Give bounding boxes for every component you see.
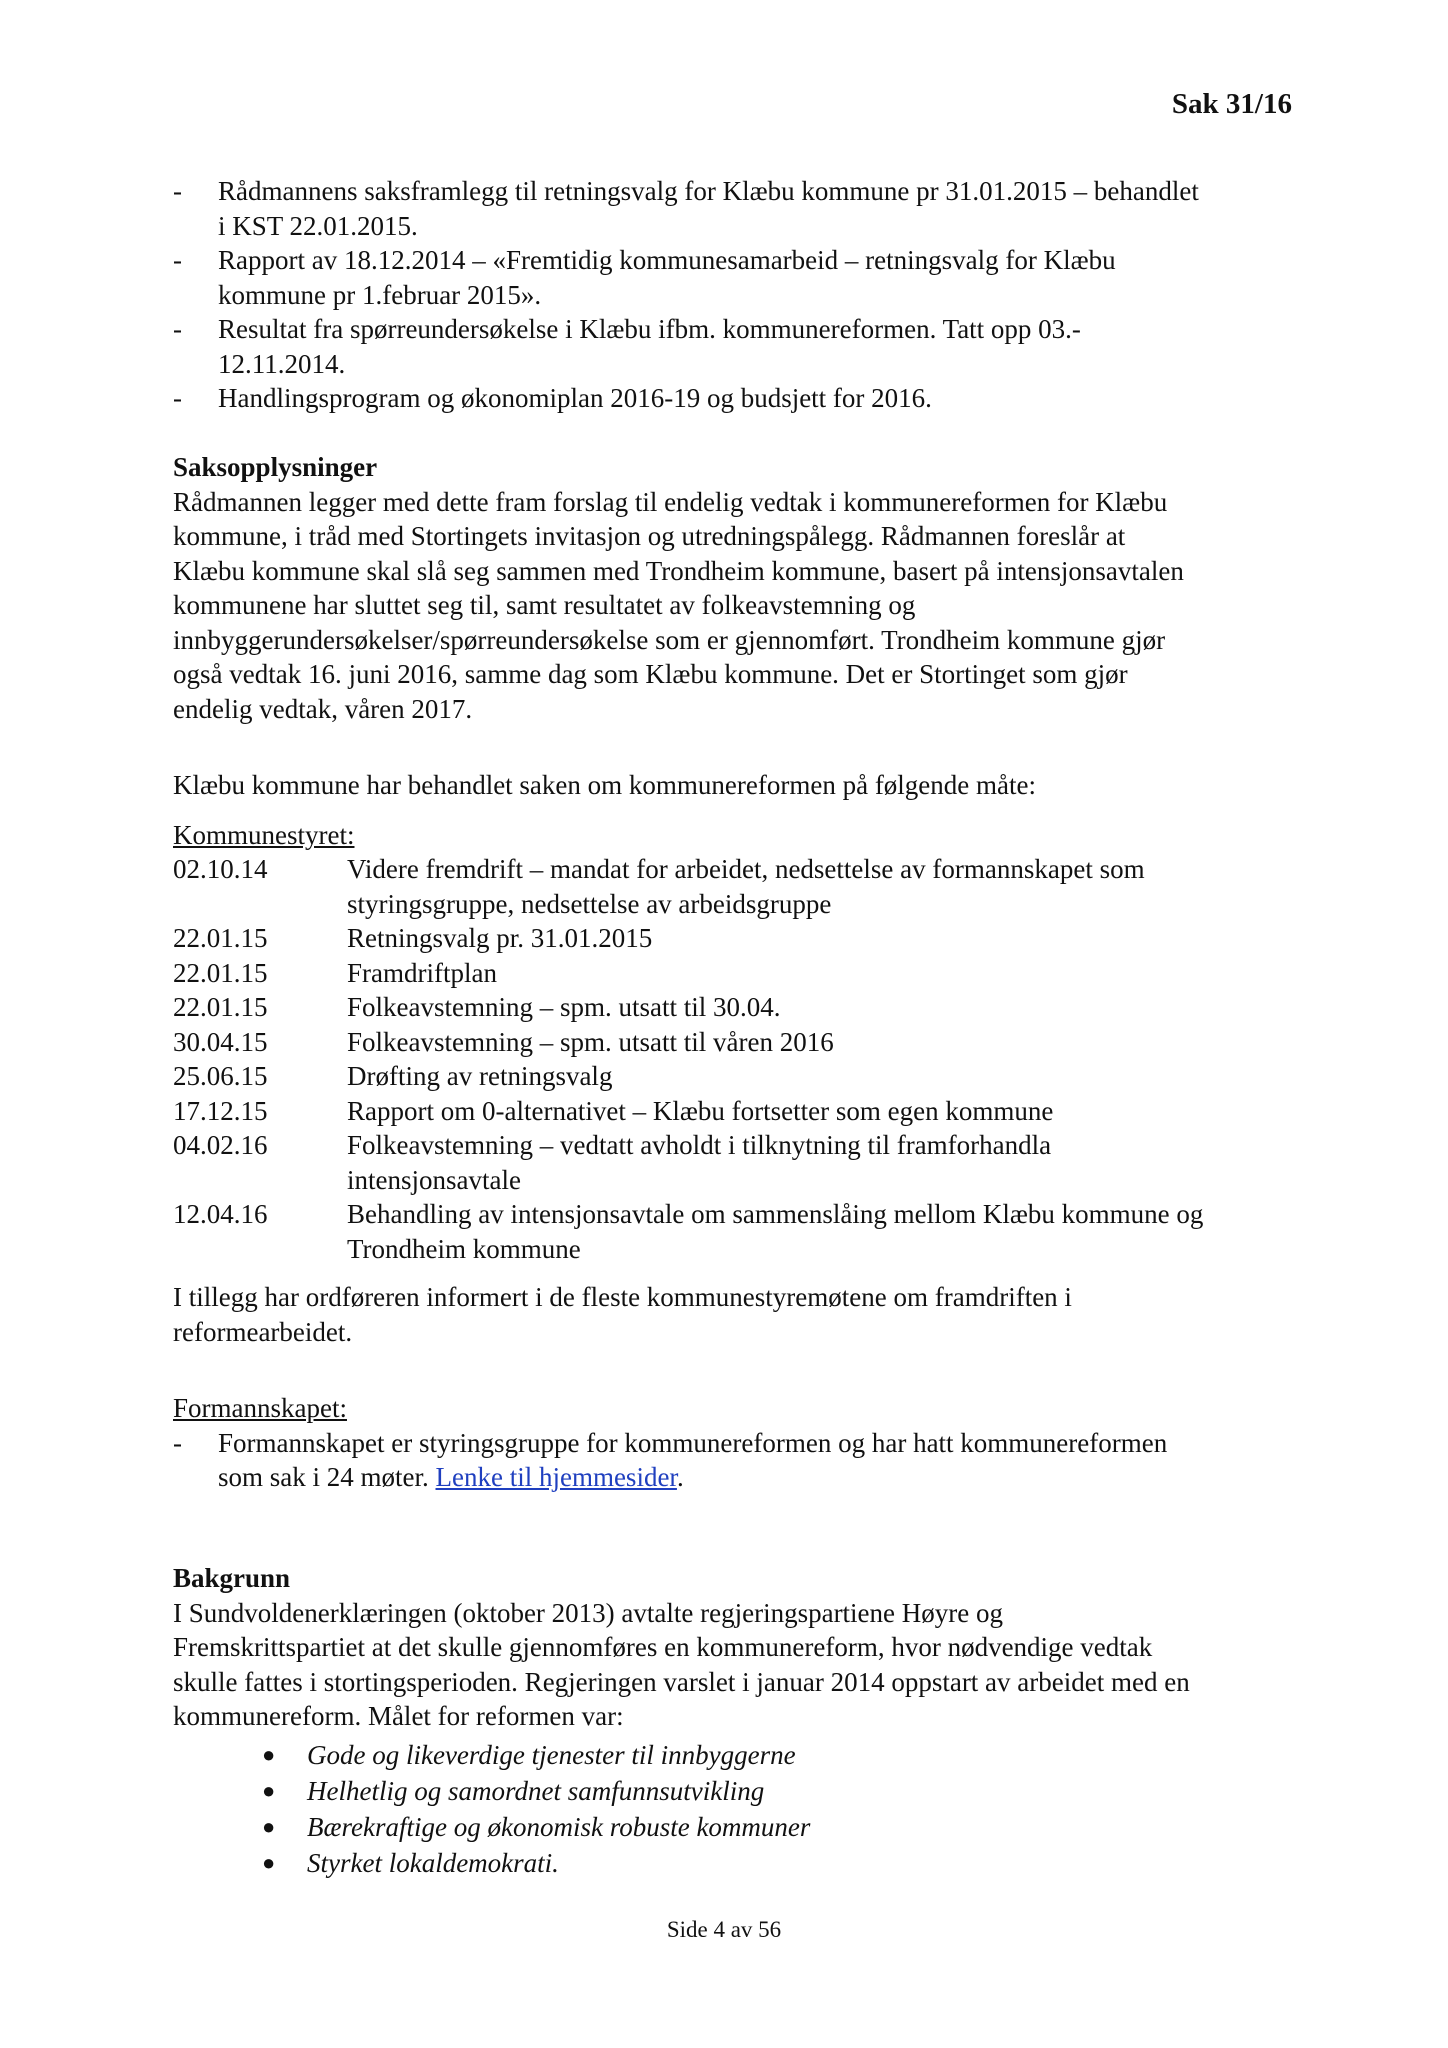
bullet-icon: ●: [262, 1814, 276, 1839]
schedule-row: [173, 956, 1293, 991]
list-dash: -: [173, 176, 182, 206]
reform-goals-list: [262, 1737, 1162, 1881]
schedule-date: 04.02.16: [173, 1130, 268, 1160]
schedule-row: [173, 1094, 1293, 1129]
bullet-icon: ●: [262, 1778, 276, 1803]
goal-item: [262, 1737, 1162, 1773]
schedule-text: Drøfting av retningsvalg: [347, 1061, 613, 1091]
list-item: [173, 174, 1293, 243]
schedule-row: [173, 1059, 1293, 1094]
schedule-date: 12.04.16: [173, 1199, 268, 1229]
formannskapet-section: [173, 1391, 1293, 1495]
schedule-date: 30.04.15: [173, 1026, 268, 1057]
reference-list: [173, 174, 1293, 416]
kommunestyret-heading: Kommunestyret:: [173, 820, 355, 850]
schedule-text: Folkeavstemning – vedtatt avholdt i tilknytning til framforhandla: [347, 1130, 1052, 1160]
schedule-date: 22.01.15: [173, 957, 268, 988]
schedule-text: Rapport om 0-alternativet – Klæbu fortsetter som egen kommune: [347, 1095, 1054, 1126]
schedule-text: styringsgruppe, nedsettelse av arbeidsgruppe: [347, 888, 832, 919]
list-dash: -: [173, 383, 182, 413]
schedule-row: [173, 1025, 1293, 1060]
goal-item: [262, 1773, 1162, 1809]
kommunestyret-schedule: [173, 852, 1293, 1266]
list-item-line: Rådmannens saksframlegg til retningsvalg for Klæbu kommune pr 31.01.2015 – behandlet: [218, 176, 1199, 206]
schedule-date: 17.12.15: [173, 1095, 268, 1126]
paragraph-line: Fremskrittspartiet at det skulle gjennomføres en kommunereform, hvor nødvendige vedtak: [173, 1632, 1153, 1662]
schedule-row: [173, 1197, 1293, 1266]
schedule-text: Behandling av intensjonsavtale om sammenslåing mellom Klæbu kommune og: [347, 1199, 1204, 1229]
schedule-date: 02.10.14: [173, 854, 268, 884]
list-dash: -: [173, 314, 182, 344]
list-item-text: .: [676, 1462, 684, 1492]
saksopplysninger-section: [173, 450, 1293, 726]
paragraph-line: I tillegg har ordføreren informert i de fleste kommunestyremøtene om framdriften i: [173, 1282, 1072, 1312]
treatment-intro: Klæbu kommune har behandlet saken om kommunereformen på følgende måte:: [173, 770, 1036, 800]
schedule-date: 22.01.15: [173, 992, 268, 1022]
paragraph-line: kommunereform. Målet for reformen var:: [173, 1701, 624, 1731]
list-dash: -: [173, 1427, 182, 1458]
list-item-line: Formannskapet er styringsgruppe for kommunereformen og har hatt kommunereformen: [218, 1427, 1168, 1458]
paragraph-line: I Sundvoldenerklæringen (oktober 2013) avtalte regjeringspartiene Høyre og: [173, 1597, 1003, 1628]
paragraph-line: kommunene har sluttet seg til, samt resultatet av folkeavstemning og: [173, 590, 916, 620]
section-heading: Bakgrunn: [173, 1563, 291, 1593]
paragraph-line: også vedtak 16. juni 2016, samme dag som Klæbu kommune. Det er Stortinget som gjør: [173, 659, 1128, 689]
paragraph-line: endelig vedtak, våren 2017.: [173, 693, 473, 724]
list-item-line: Resultat fra spørreundersøkelse i Klæbu ifbm. kommunereformen. Tatt opp 03.-: [218, 314, 1081, 344]
paragraph-line: kommune, i tråd med Stortingets invitasjon og utredningspålegg. Rådmannen foreslår at: [173, 521, 1126, 551]
case-number: Sak 31/16: [1171, 88, 1292, 120]
schedule-text: Folkeavstemning – spm. utsatt til 30.04.: [347, 992, 781, 1022]
schedule-text: Trondheim kommune: [347, 1233, 581, 1264]
schedule-text: Videre fremdrift – mandat for arbeidet, nedsettelse av formannskapet som: [347, 854, 1145, 884]
paragraph-line: skulle fattes i stortingsperioden. Regjeringen varslet i januar 2014 oppstart av arbeidet med en: [173, 1666, 1190, 1697]
schedule-text: Retningsvalg pr. 31.01.2015: [347, 923, 653, 953]
schedule-row: [173, 990, 1293, 1025]
bullet-icon: ●: [262, 1742, 276, 1767]
schedule-row: [173, 852, 1293, 921]
formannskapet-heading: Formannskapet:: [173, 1393, 347, 1423]
schedule-date: 22.01.15: [173, 923, 268, 953]
bakgrunn-section: [173, 1561, 1293, 1734]
list-item: [173, 312, 1293, 381]
goal-item: [262, 1845, 1162, 1881]
schedule-row: [173, 921, 1293, 956]
section-heading: Saksopplysninger: [173, 452, 378, 482]
homepage-link[interactable]: Lenke til hjemmesider: [435, 1462, 677, 1492]
bullet-icon: ●: [262, 1850, 276, 1875]
schedule-row: [173, 1128, 1293, 1197]
schedule-text: intensjonsavtale: [347, 1164, 521, 1195]
list-item: [173, 381, 1293, 416]
schedule-text: Folkeavstemning – spm. utsatt til våren 2016: [347, 1026, 834, 1057]
schedule-date: 25.06.15: [173, 1061, 268, 1091]
list-dash: -: [173, 245, 182, 275]
goal-text: Gode og likeverdige tjenester til innbyggerne: [307, 1740, 796, 1770]
paragraph-line: innbyggerundersøkelser/spørreundersøkelse som er gjennomført. Trondheim kommune gjør: [173, 624, 1166, 655]
goal-text: Styrket lokaldemokrati.: [307, 1848, 559, 1878]
list-item-line: i KST 22.01.2015.: [218, 210, 418, 241]
list-item-line: 12.11.2014.: [218, 348, 346, 379]
page-number: Side 4 av 56: [666, 1917, 782, 1942]
goal-text: Bærekraftige og økonomisk robuste kommuner: [307, 1812, 811, 1842]
goal-item: [262, 1809, 1162, 1845]
list-item: [173, 243, 1293, 312]
list-item-line: Handlingsprogram og økonomiplan 2016-19 og budsjett for 2016.: [218, 383, 932, 413]
paragraph-line: reformearbeidet.: [173, 1316, 353, 1347]
list-item-line: kommune pr 1.februar 2015».: [218, 279, 542, 310]
goal-text: Helhetlig og samordnet samfunnsutvikling: [307, 1776, 765, 1806]
list-item: [173, 1426, 1293, 1495]
paragraph-line: Klæbu kommune skal slå seg sammen med Trondheim kommune, basert på intensjonsavtalen: [173, 555, 1184, 586]
list-item-line: [218, 1460, 1293, 1495]
schedule-text: Framdriftplan: [347, 957, 497, 988]
kommunestyret-addendum: [173, 1280, 1293, 1349]
list-item-text: som sak i 24 møter.: [218, 1462, 436, 1492]
paragraph-line: Rådmannen legger med dette fram forslag til endelig vedtak i kommunereformen for Klæbu: [173, 486, 1168, 517]
list-item-line: Rapport av 18.12.2014 – «Fremtidig kommunesamarbeid – retningsvalg for Klæbu: [218, 245, 1116, 275]
